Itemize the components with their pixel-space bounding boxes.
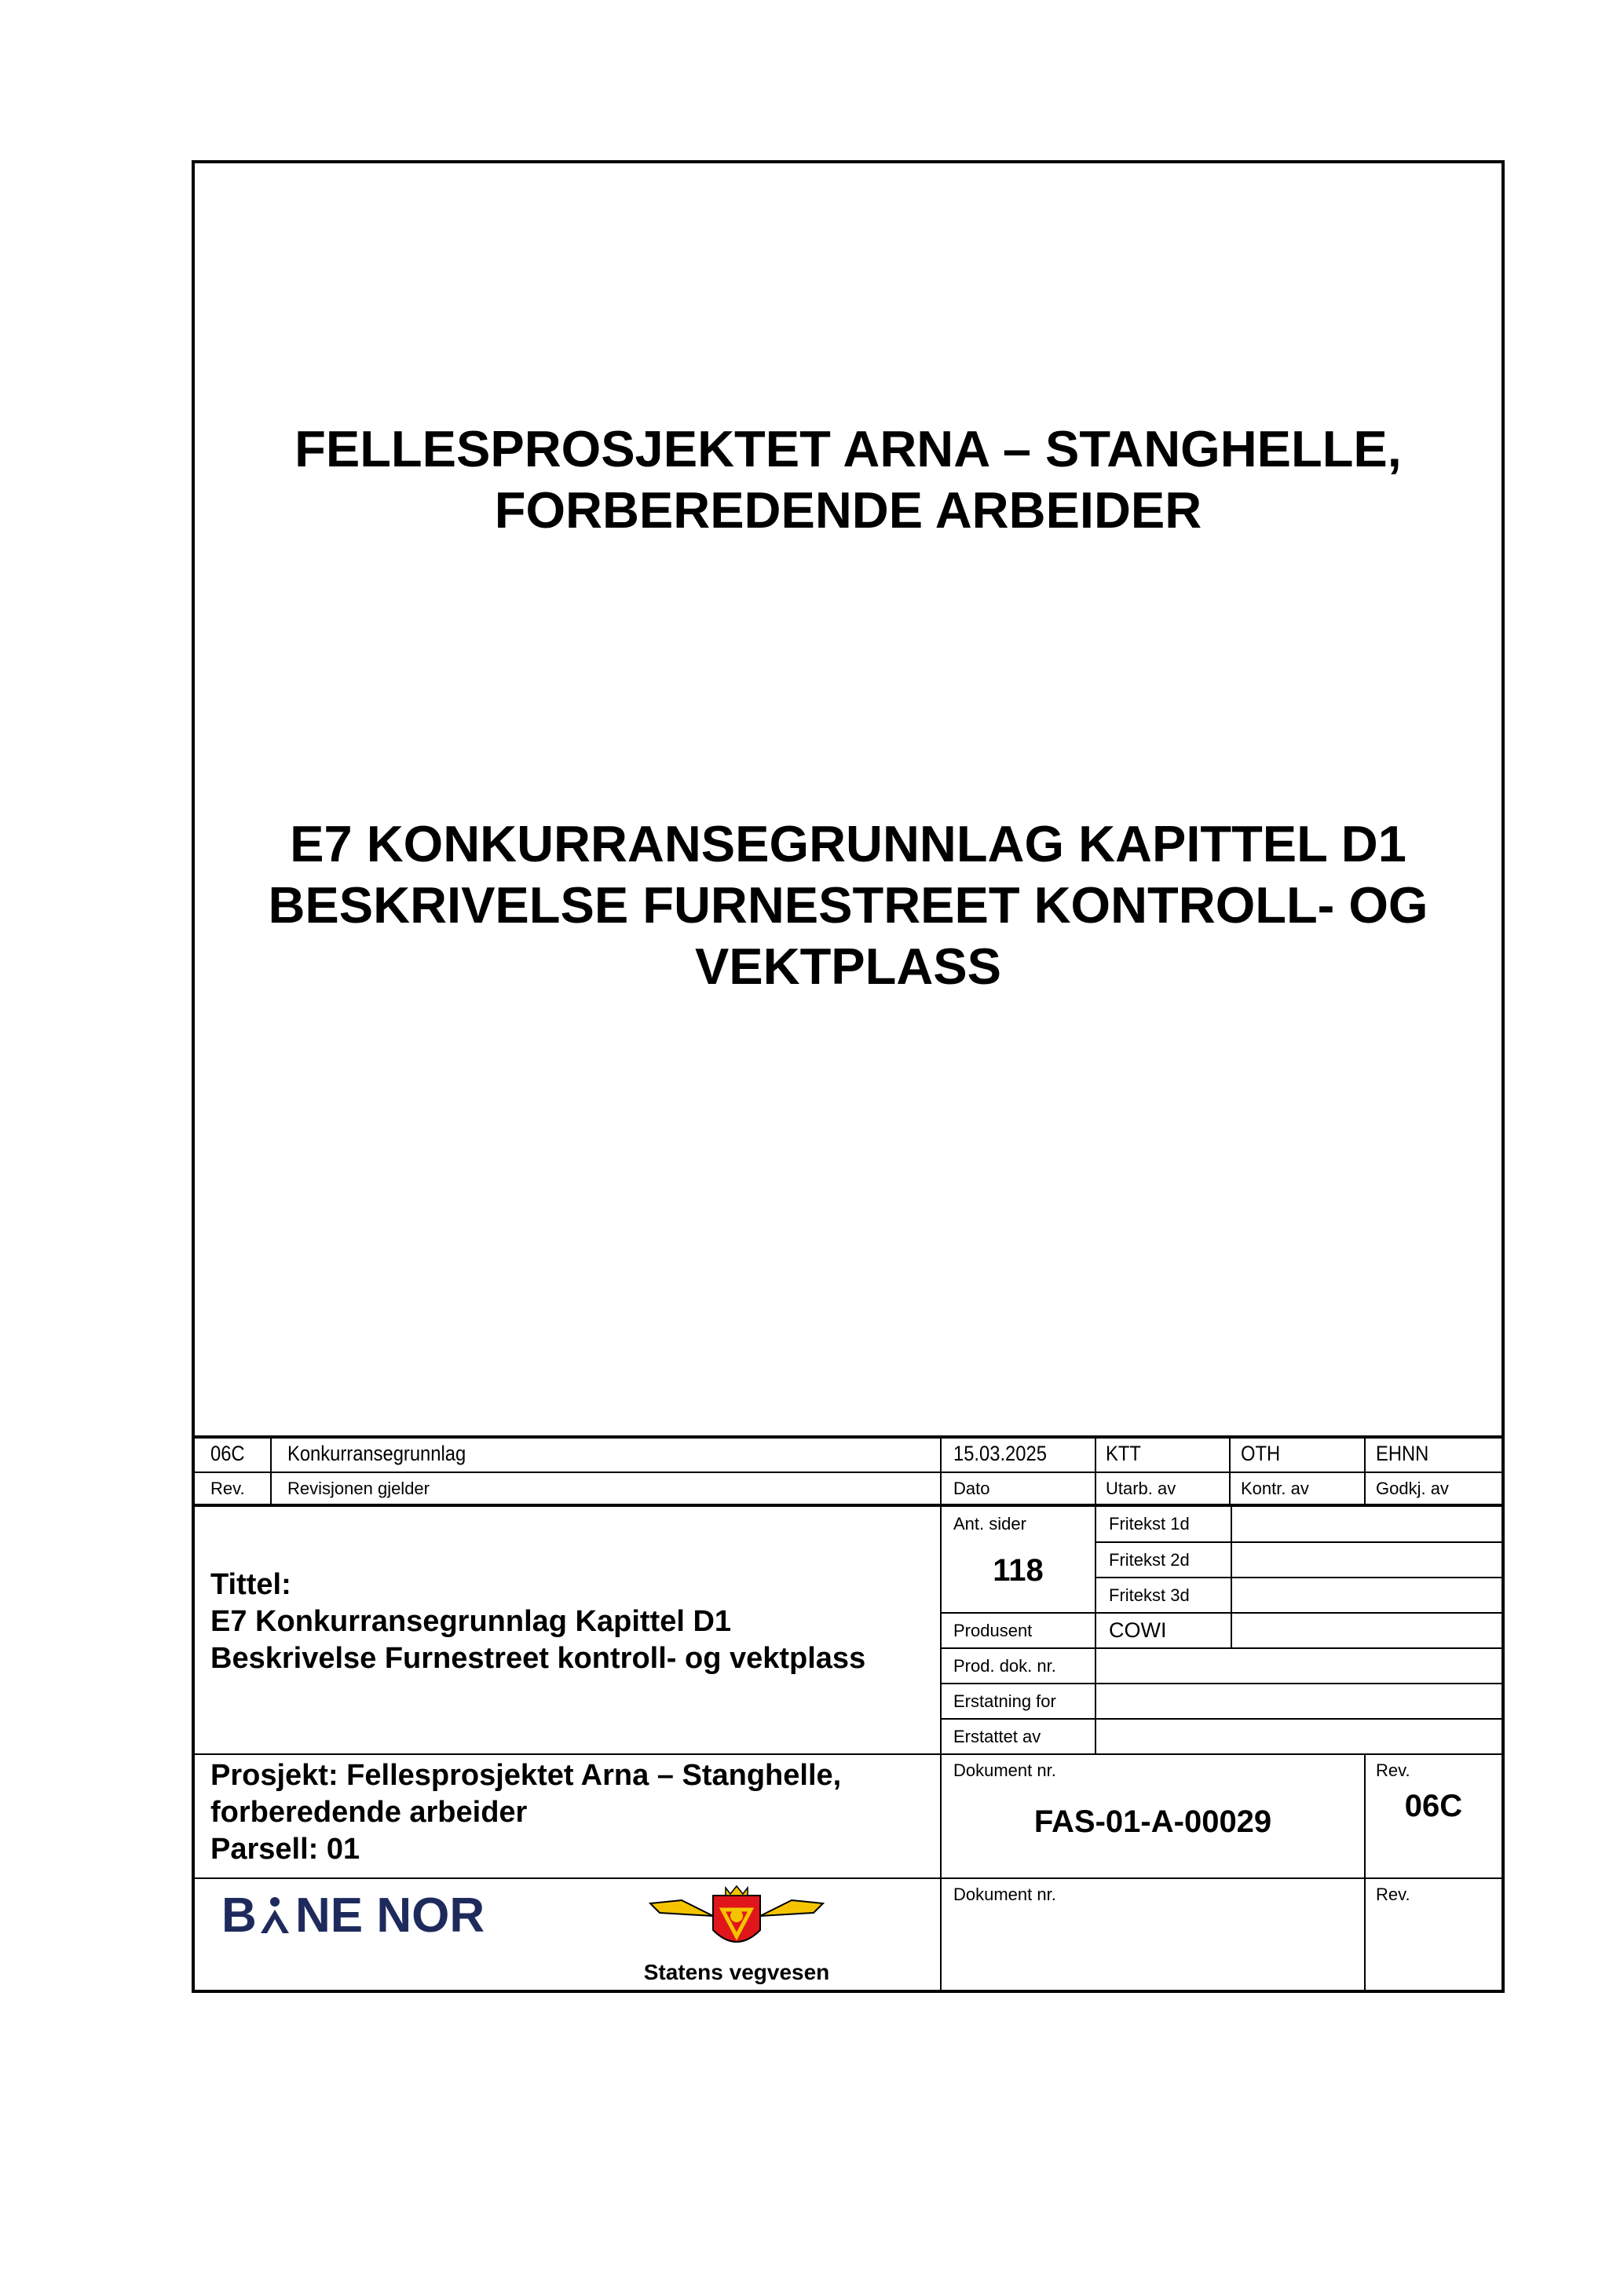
statens-vegvesen-logo [619,1881,854,1987]
free-text-1-label: Fritekst 1d [1109,1514,1190,1534]
project-section [210,1757,841,1868]
revision-date-label: Dato [953,1479,990,1498]
title-section [210,1567,865,1677]
free-text-3-label: Fritekst 3d [1109,1585,1190,1605]
revision-description: Konkurransegrunnlag [287,1442,466,1465]
statens-vegvesen-text: Statens vegvesen [643,1960,830,1984]
project-title-line: FELLESPROSJEKTET ARNA – STANGHELLE, [294,420,1402,477]
bane-nor-logo-graphic [221,1885,536,1947]
checked-by-label: Kontr. av [1241,1479,1309,1498]
revision-code: 06C [210,1442,245,1465]
producer-label: Produsent [953,1621,1033,1640]
document-title-line: VEKTPLASS [694,938,1002,995]
project-line: Parsell: 01 [210,1833,360,1866]
replaced-by-label: Erstattet av [953,1727,1041,1746]
title-line: E7 Konkurransegrunnlag Kapittel D1 [210,1605,732,1638]
approved-by-label: Godkj. av [1376,1479,1449,1498]
bane-nor-logo [221,1885,536,1947]
document-number-label: Dokument nr. [953,1760,1056,1780]
producer-value: COWI [1109,1618,1167,1642]
document-title-line: E7 KONKURRANSEGRUNNLAG KAPITTEL D1 [290,815,1406,872]
revision-date: 15.03.2025 [953,1442,1047,1465]
prepared-by: KTT [1106,1442,1141,1465]
pages-value: 118 [993,1553,1044,1588]
pages-label: Ant. sider [953,1514,1026,1534]
document-title-line: BESKRIVELSE FURNESTREET KONTROLL- OG [268,876,1428,934]
checked-by: OTH [1241,1442,1281,1465]
prod-doc-no-label: Prod. dok. nr. [953,1656,1056,1676]
cover-frame [192,160,1505,1993]
title-line: Beskrivelse Furnestreet kontroll- og vektplass [210,1642,866,1675]
svv-emblem-icon [619,1881,854,1957]
project-title-line: FORBEREDENDE ARBEIDER [494,481,1202,539]
document-title [195,813,1501,997]
revision-description-label: Revisjonen gjelder [287,1479,430,1498]
svg-text:B: B [221,1888,257,1943]
title-label: Tittel: [210,1568,291,1601]
title-block-table [195,1435,1501,1990]
rev-value: 06C [1404,1789,1463,1823]
svg-text:NE NOR: NE NOR [295,1888,485,1943]
replaces-label: Erstatning for [953,1691,1056,1711]
approved-by: EHNN [1376,1442,1429,1465]
rev-label: Rev. [1376,1760,1410,1780]
prepared-by-label: Utarb. av [1106,1479,1176,1498]
document-number-label-2: Dokument nr. [953,1885,1056,1904]
rev-label-2: Rev. [1376,1885,1410,1904]
document-number-value: FAS-01-A-00029 [1033,1804,1272,1839]
free-text-2-label: Fritekst 2d [1109,1550,1190,1570]
project-title [195,419,1501,541]
project-line: forberedende arbeider [210,1796,528,1829]
revision-code-label: Rev. [210,1479,245,1498]
project-line: Prosjekt: Fellesprosjektet Arna – Stanghelle, [210,1759,842,1792]
